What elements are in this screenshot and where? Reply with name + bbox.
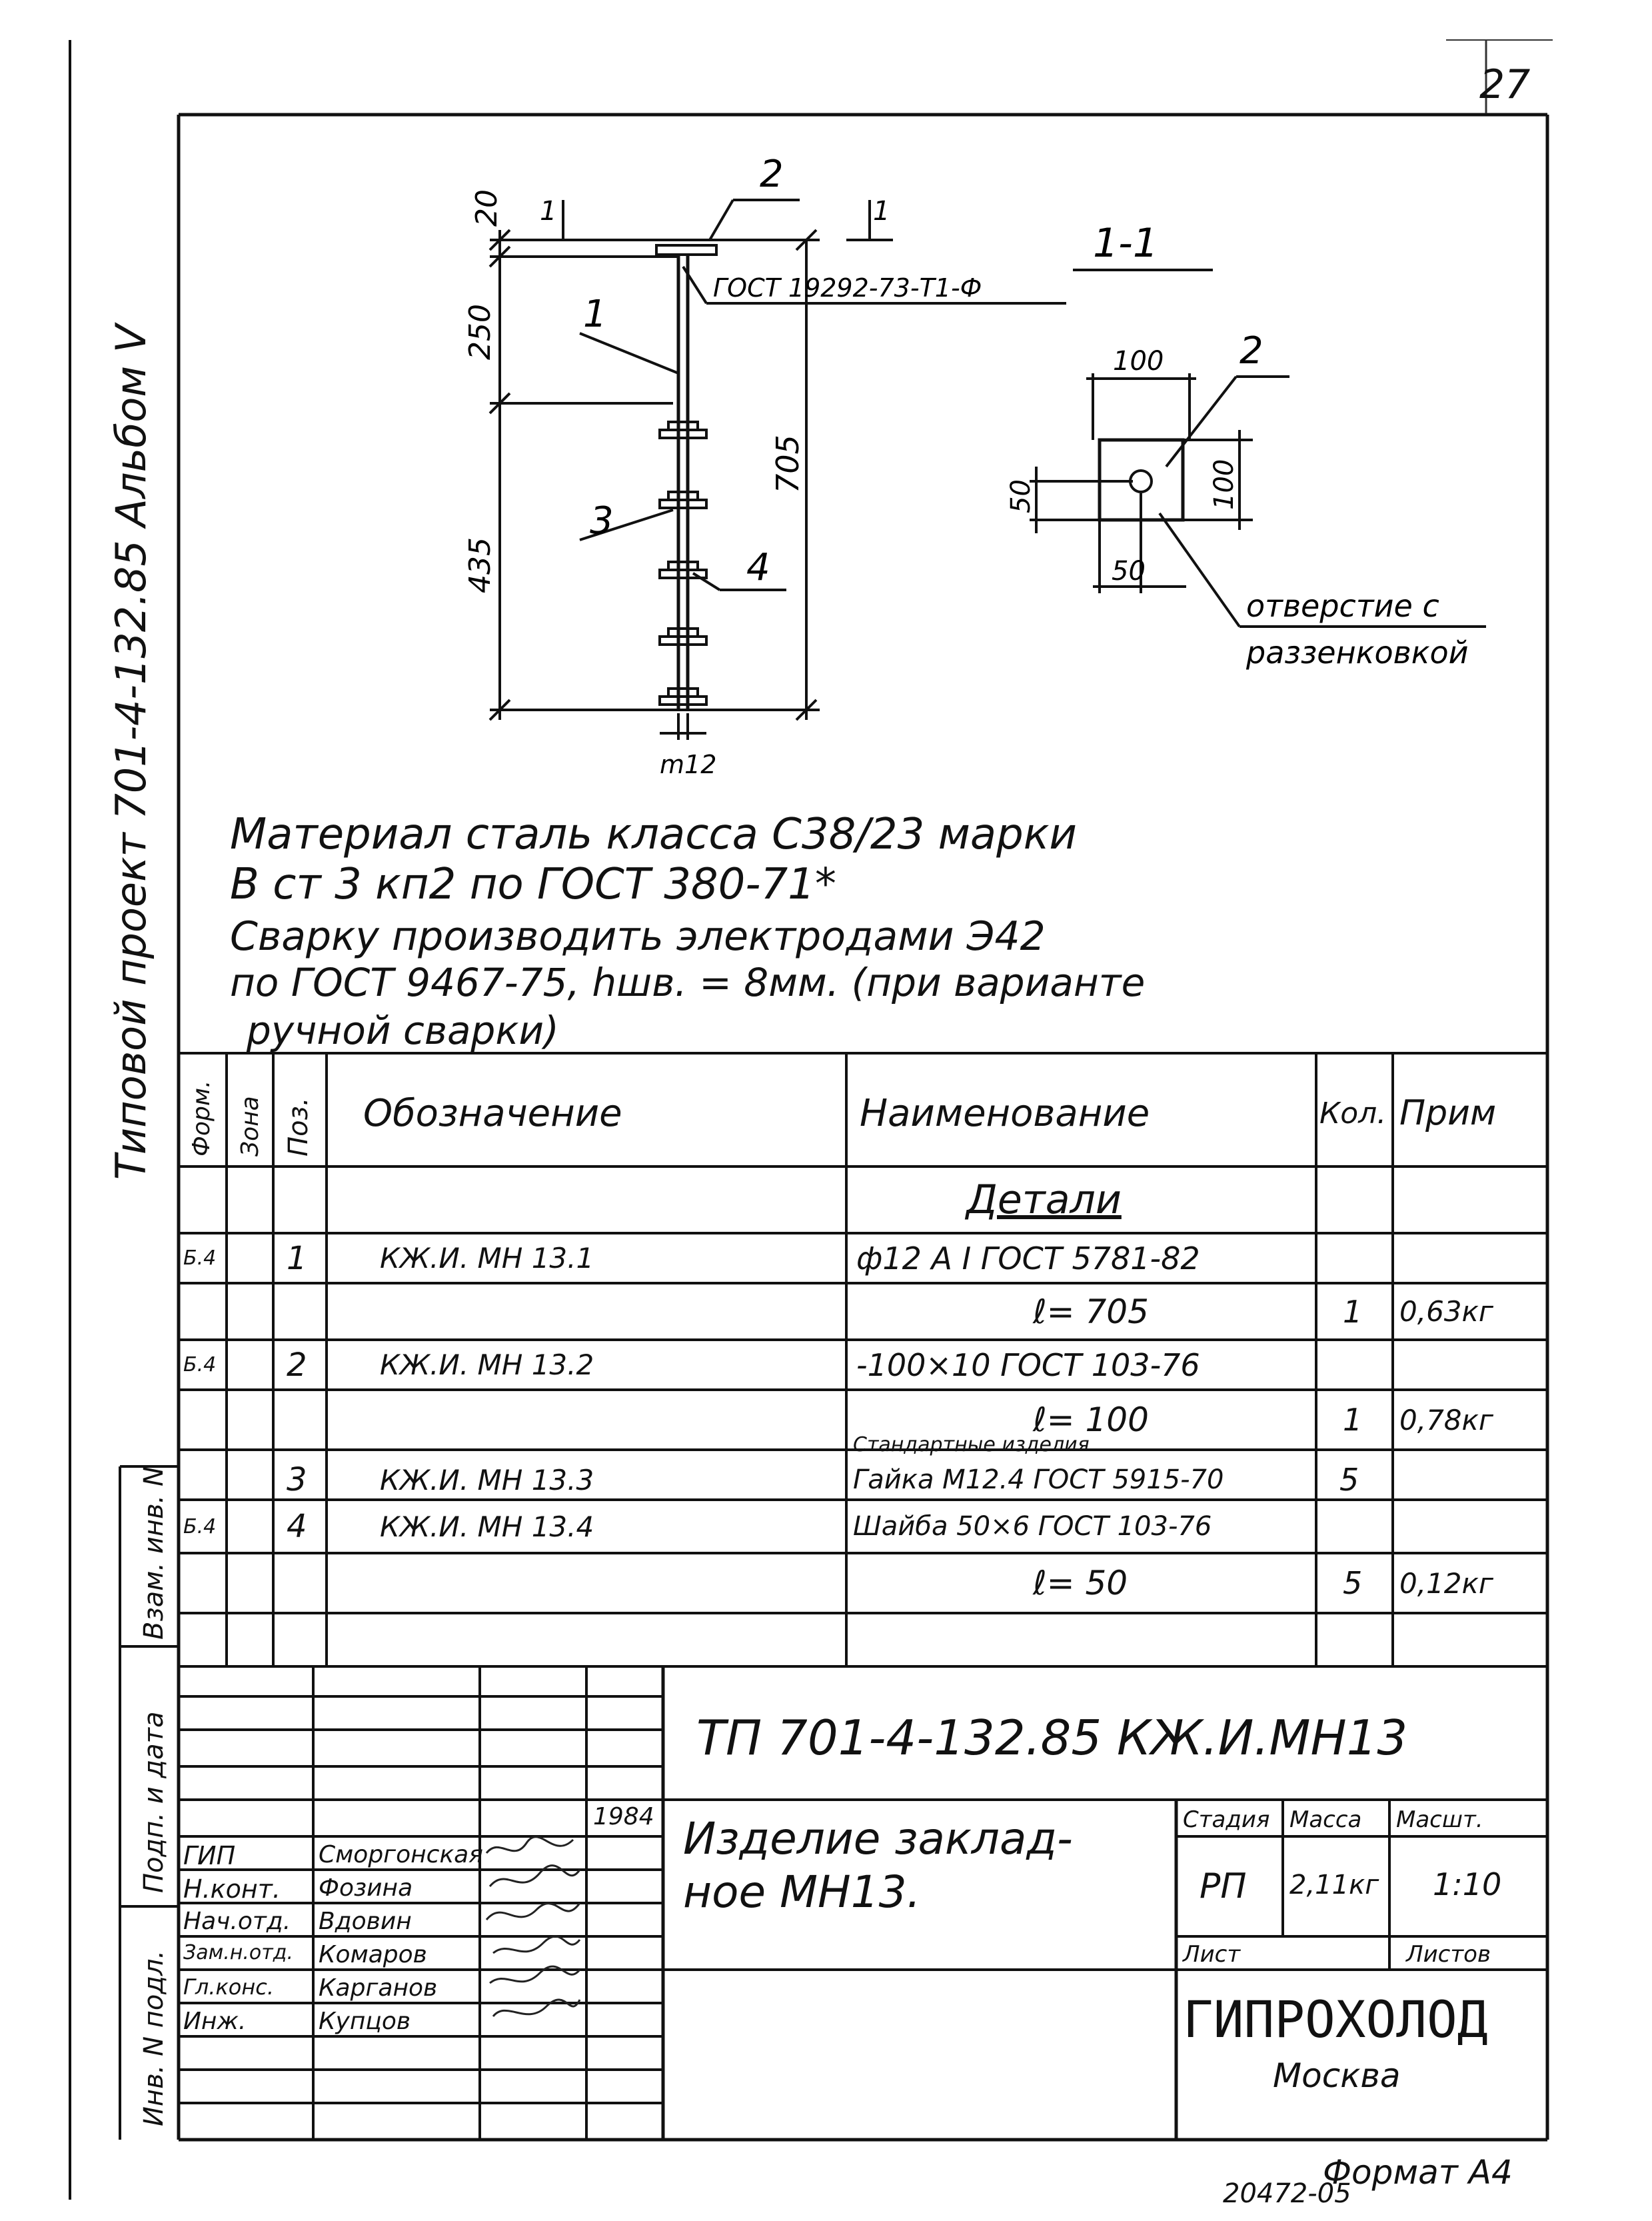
sheet-label: Лист xyxy=(1183,1941,1241,1968)
row2-qty: 1 xyxy=(1343,1293,1363,1330)
footer-archive: 20472-05 xyxy=(1223,2178,1351,2209)
sec-pos-2-label: 2 xyxy=(1239,329,1263,373)
row2-note: 0,63кг xyxy=(1399,1295,1493,1328)
person-name: Вдовин xyxy=(319,1908,412,1935)
sec-dim-50-side: 50 xyxy=(1006,479,1036,513)
sidebar-sign-label: Подп. и дата xyxy=(139,1711,169,1893)
row3-pos: 2 xyxy=(287,1346,307,1384)
stamp-year: 1984 xyxy=(593,1803,654,1830)
sheets-label: Листов xyxy=(1406,1941,1491,1968)
pos-1-label: 1 xyxy=(583,293,607,336)
sec-dim-100-side: 100 xyxy=(1209,459,1239,510)
row4-qty: 1 xyxy=(1343,1402,1363,1438)
row3-designation: КЖ.И. МН 13.2 xyxy=(380,1348,594,1381)
dim-435: 435 xyxy=(463,537,497,593)
row5-pos: 3 xyxy=(287,1461,307,1498)
item-title-1: Изделие заклад- xyxy=(683,1813,1073,1864)
note-line-1: Материал сталь класса С38/23 марки xyxy=(230,810,1077,859)
doc-code: ТП 701-4-132.85 КЖ.И.МН13 xyxy=(696,1710,1408,1766)
person-role: Зам.н.отд. xyxy=(183,1941,294,1964)
std-item-note: Стандартные изделия xyxy=(853,1433,1090,1456)
sidebar-vz-label: Взам. инв. N xyxy=(139,1466,169,1640)
person-role: Инж. xyxy=(183,2008,247,2035)
row7-note: 0,12кг xyxy=(1399,1566,1493,1600)
row1-pos: 1 xyxy=(287,1239,307,1277)
scale-label: Масшт. xyxy=(1396,1806,1483,1833)
person-role: Нач.отд. xyxy=(183,1908,291,1935)
pos-4-label: 4 xyxy=(746,546,770,589)
sidebar-title: Типовой проект 701-4-132.85 Альбом V xyxy=(107,324,155,1180)
header-note: Прим xyxy=(1399,1093,1497,1133)
row6-designation: КЖ.И. МН 13.4 xyxy=(380,1510,594,1543)
row5-designation: КЖ.И. МН 13.3 xyxy=(380,1463,594,1496)
mass-label: Масса xyxy=(1289,1806,1362,1833)
person-name: Сморгонская xyxy=(319,1841,483,1868)
row5-qty: 5 xyxy=(1339,1462,1359,1498)
section-mark-right: 1 xyxy=(873,196,890,227)
pos-3-label: 3 xyxy=(590,499,614,543)
hole-note-2: раззенковкой xyxy=(1246,635,1469,671)
header-name: Наименование xyxy=(860,1091,1150,1135)
person-name: Купцов xyxy=(319,2008,411,2035)
row7-name: ℓ= 50 xyxy=(1033,1564,1128,1602)
dim-20: 20 xyxy=(470,189,504,227)
header-pos: Поз. xyxy=(283,1097,314,1156)
header-format: Форм. xyxy=(188,1080,215,1156)
row4-name: ℓ= 100 xyxy=(1033,1400,1149,1439)
dim-705: 705 xyxy=(770,435,806,493)
note-line-2: В ст 3 кп2 по ГОСТ 380-71* xyxy=(230,860,836,909)
section-title: 1-1 xyxy=(1093,220,1158,267)
sec-dim-50-bottom: 50 xyxy=(1112,556,1146,587)
row6-format: Б.4 xyxy=(183,1514,217,1538)
person-name: Комаров xyxy=(319,1941,427,1968)
row4-note: 0,78кг xyxy=(1399,1403,1493,1436)
stage-label: Стадия xyxy=(1183,1806,1270,1833)
pos-2-label: 2 xyxy=(760,153,784,196)
mass-value: 2,11кг xyxy=(1289,1870,1379,1900)
person-name: Фозина xyxy=(319,1874,413,1902)
sec-dim-100-top: 100 xyxy=(1113,346,1164,377)
item-title-2: ное МН13. xyxy=(683,1866,921,1918)
page-number: 27 xyxy=(1479,61,1531,108)
row1-format: Б.4 xyxy=(183,1246,217,1270)
person-role: ГИП xyxy=(183,1841,236,1870)
dim-250: 250 xyxy=(463,304,497,360)
row6-pos: 4 xyxy=(287,1508,307,1545)
org-name: ГИПРОХОЛОД xyxy=(1183,1990,1488,2049)
header-qty: Кол. xyxy=(1319,1096,1387,1130)
person-name: Карганов xyxy=(319,1974,438,2002)
section-mark-left: 1 xyxy=(540,196,557,227)
header-zone: Зона xyxy=(237,1096,264,1156)
note-line-3: Сварку производить электродами Э42 xyxy=(230,913,1046,960)
row1-name: ф12 А I ГОСТ 5781-82 xyxy=(856,1240,1200,1276)
gost-ref: ГОСТ 19292-73-Т1-Ф xyxy=(713,273,982,303)
bolt-label: m12 xyxy=(660,750,717,779)
row1-designation: КЖ.И. МН 13.1 xyxy=(380,1242,594,1274)
org-city: Москва xyxy=(1273,2056,1401,2095)
hole-note-1: отверстие с xyxy=(1246,588,1439,624)
note-line-4: по ГОСТ 9467-75, hшв. = 8мм. (при варианте xyxy=(230,960,1146,1005)
row7-qty: 5 xyxy=(1343,1565,1363,1601)
footer-format: Формат А4 xyxy=(1323,2153,1513,2192)
person-role: Гл.конс. xyxy=(183,1974,275,2000)
row3-format: Б.4 xyxy=(183,1353,217,1376)
note-line-5: ручной сварки) xyxy=(247,1008,559,1053)
row2-name: ℓ= 705 xyxy=(1033,1292,1149,1331)
row5-name: Гайка М12.4 ГОСТ 5915-70 xyxy=(853,1464,1224,1495)
signatures xyxy=(480,1833,593,2033)
row6-name: Шайба 50×6 ГОСТ 103-76 xyxy=(853,1511,1212,1542)
stage-value: РП xyxy=(1200,1866,1247,1906)
scale-value: 1:10 xyxy=(1433,1866,1502,1902)
sidebar-inv-label: Инв. N подл. xyxy=(139,1950,169,2126)
person-role: Н.конт. xyxy=(183,1874,281,1904)
row3-name: -100×10 ГОСТ 103-76 xyxy=(856,1346,1200,1383)
section-details: Детали xyxy=(966,1176,1122,1223)
header-designation: Обозначение xyxy=(363,1091,622,1135)
